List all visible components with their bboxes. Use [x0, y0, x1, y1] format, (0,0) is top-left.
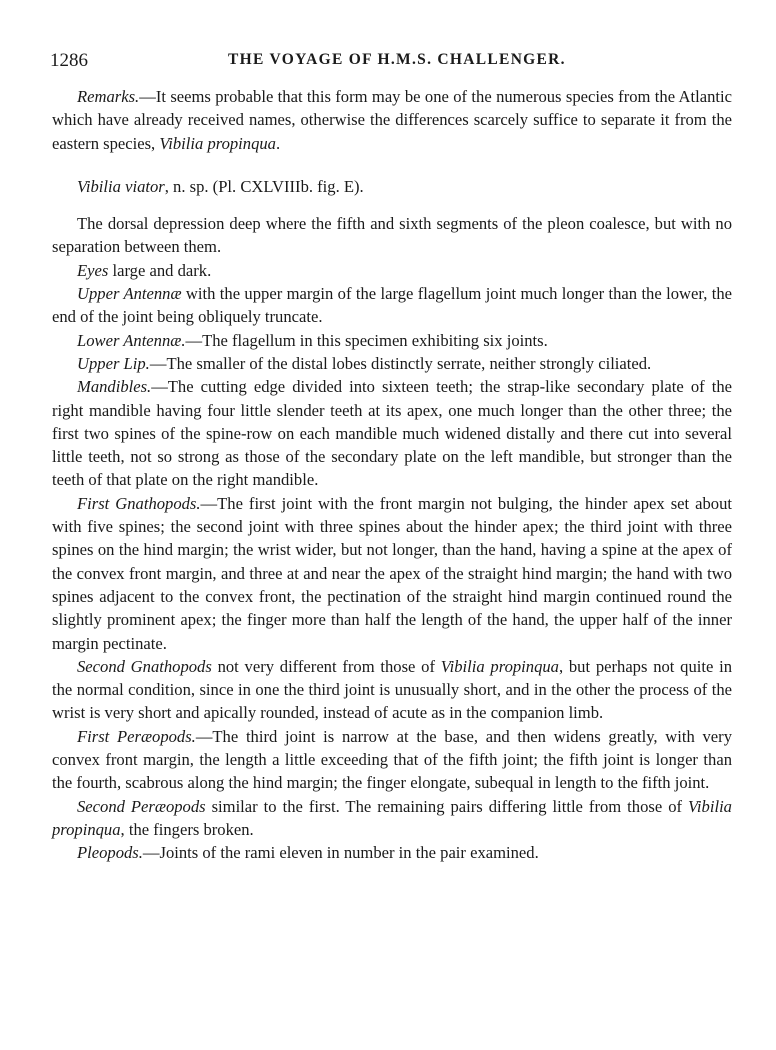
page-body: [52, 85, 732, 865]
running-title: THE VOYAGE OF H.M.S. CHALLENGER.: [228, 51, 566, 68]
mandibles-text: —The cutting edge divided into sixteen teeth; the strap-like secondary plate of the right mandible having four little slender teeth at its apex, one much longer than the other three; the first two spines of the spine-row on each mandible much widened distally and there cut into several little teeth, not so strong as those of the secondary plate on the left mandible, but stronger than the teeth of that plate on the right mandible.: [52, 377, 732, 490]
pleopods-text: —Joints of the rami eleven in number in the pair examined.: [142, 843, 539, 863]
second-gnathopods-paragraph: [52, 655, 732, 725]
pleopods-label: Pleopods.: [77, 843, 143, 863]
second-gnathopods-species: Vibilia propinqua: [440, 656, 559, 676]
upper-antennae-paragraph: [52, 282, 732, 329]
page-number: 1286: [50, 50, 88, 71]
second-peraeopods-species: Vibilia propinqua: [52, 796, 732, 839]
page-header: [0, 48, 776, 72]
first-gnathopods-text: —The first joint with the front margin not bulging, the hinder apex set about with five spines; the second joint with three spines about the hinder apex; the third joint with three spines on the hind margin; the wrist wider, but not longer, than the hand, having a spine at the apex of the convex front margin, and three at and near the apex of the straight hind margin; the hand with two spines adjacent to the convex front, the pectination of the straight hind margin continued round the slightly prominent apex; the finger more than half the length of the hand, the upper half of the inner margin pectinate.: [52, 493, 732, 653]
second-gnathopods-label: Second Gnathopods: [77, 656, 212, 676]
remarks-text: —It seems probable that this form may be one of the numerous species from the Atlantic which have already received names, otherwise the differences scarcely suffice to separate it from the eastern species,: [52, 87, 732, 153]
species-heading-text: , n. sp. (Pl. CXLVIIIb. fig. E).: [164, 176, 364, 196]
lower-antennae-label: Lower Antennæ.: [77, 330, 186, 350]
remarks-label: Remarks.: [77, 87, 140, 106]
second-gnathopods-text-a: not very different from those of: [211, 656, 441, 676]
second-gnathopods-text-b: , but perhaps not quite in the normal condition, since in one the third joint is unusually short, and in the other the process of the wrist is very short and apically rounded, instead of acute as in the companion limb.: [52, 656, 732, 723]
species-heading: [52, 175, 732, 198]
second-peraeopods-text-b: , the fingers broken.: [120, 819, 254, 839]
upper-antennae-label: Upper Antennæ: [77, 284, 182, 304]
eyes-paragraph: [52, 259, 732, 282]
lower-antennae-paragraph: [52, 329, 732, 352]
first-peraeopods-text: —The third joint is narrow at the base, and then widens greatly, with very convex front margin, the length a little exceeding that of the fifth joint; the fifth joint is longer than the fourth, scabrous along the hind margin; the finger elongate, subequal in length to the fifth joint.: [52, 726, 732, 793]
first-peraeopods-paragraph: [52, 725, 732, 795]
second-peraeopods-paragraph: [52, 795, 732, 842]
upper-lip-paragraph: [52, 352, 732, 375]
second-peraeopods-label: Second Peræopods: [77, 796, 206, 816]
second-peraeopods-text-a: similar to the first. The remaining pairs differing little from those of: [205, 796, 689, 816]
first-gnathopods-label: First Gnathopods.: [77, 493, 201, 513]
first-gnathopods-paragraph: [52, 492, 732, 655]
remarks-end: .: [275, 133, 281, 153]
lower-antennae-text: —The flagellum in this specimen exhibiting six joints.: [185, 330, 548, 350]
eyes-label: Eyes: [77, 260, 109, 280]
remarks-species: Vibilia propinqua: [159, 133, 276, 153]
pleopods-paragraph: [52, 841, 732, 864]
mandibles-paragraph: [52, 375, 732, 491]
dorsal-paragraph: The dorsal depression deep where the fifth and sixth segments of the pleon coalesce, but with no separation between them.: [52, 214, 732, 257]
first-peraeopods-label: First Peræopods.: [77, 726, 196, 746]
mandibles-label: Mandibles.: [77, 377, 152, 397]
upper-lip-text: —The smaller of the distal lobes distinctly serrate, neither strongly ciliated.: [149, 353, 652, 373]
upper-antennae-text: with the upper margin of the large flagellum joint much longer than the lower, the end of the joint being obliquely truncate.: [52, 284, 732, 327]
species-name: Vibilia viator: [77, 176, 165, 196]
eyes-text: large and dark.: [108, 260, 212, 280]
remarks-paragraph: [52, 85, 732, 155]
upper-lip-label: Upper Lip.: [77, 353, 150, 373]
